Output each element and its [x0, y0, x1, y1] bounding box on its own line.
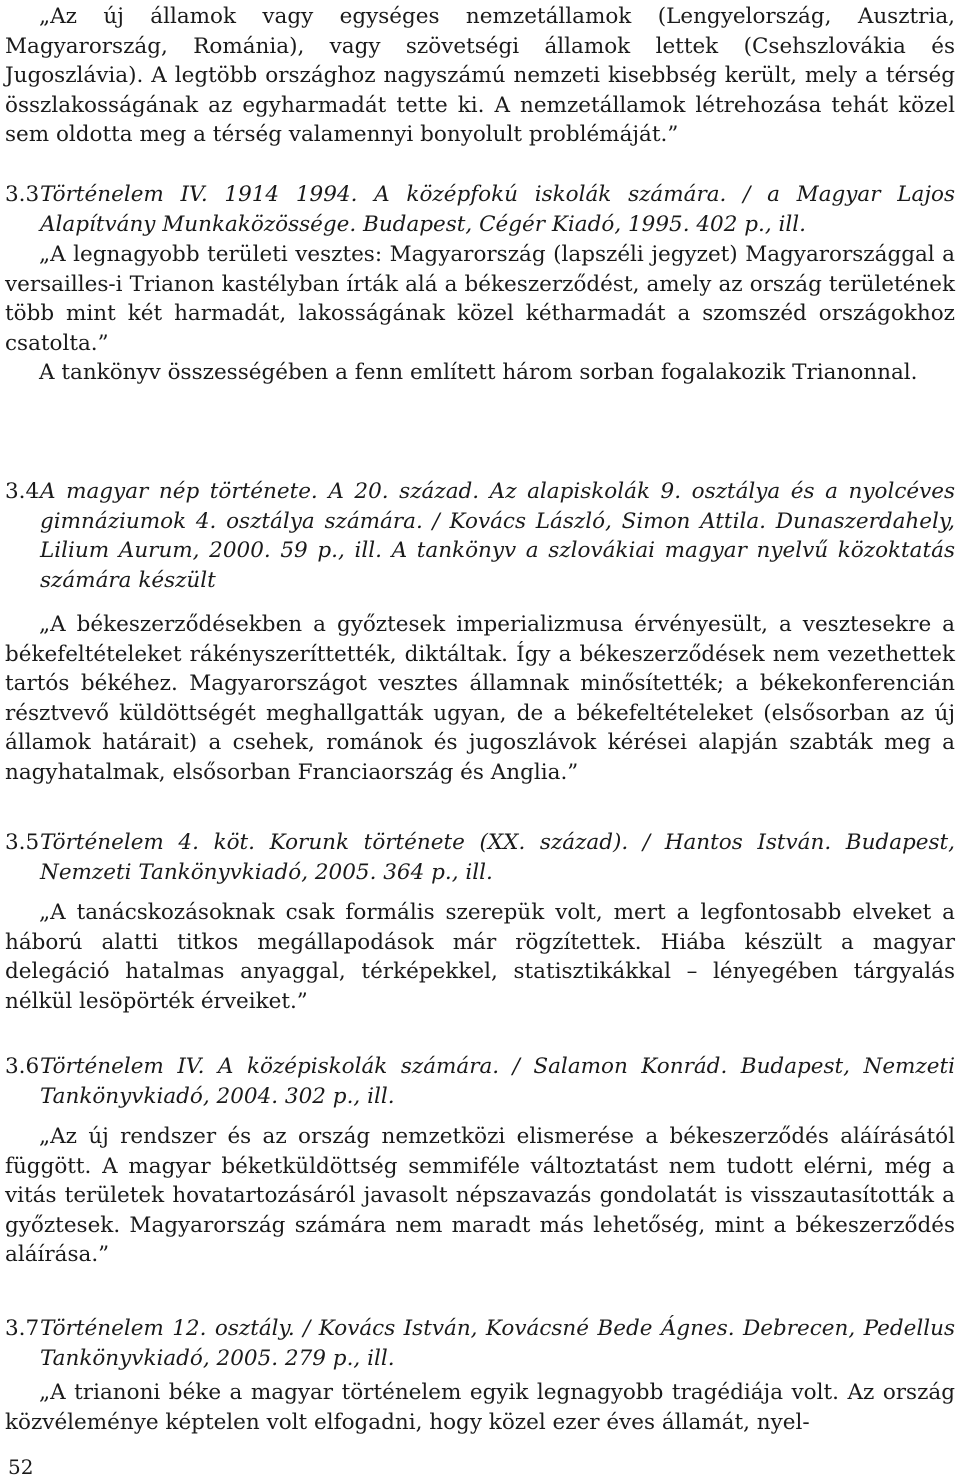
reference-3-3 — [5, 180, 955, 239]
reference-3-4 — [5, 477, 955, 595]
reference-number: 3.6 — [5, 1054, 40, 1079]
reference-citation: A magyar nép története. A 20. század. Az alapiskolák 9. osztálya és a nyolcéves gimnáziumok 4. osztálya számára. / Kovács László, Simon Attila. Dunaszerdahely, Lilium Aurum, 2000. 59 p., ill. A tankönyv a szlovákiai magyar nyelvű közoktatás számára készült — [40, 479, 955, 593]
quote-paragraph-3-2: „Az új államok vagy egységes nemzetállamok (Lengyelország, Ausztria, Magyarország, Románia), vagy szövetségi államok lettek (Csehszlovákia és Jugoszlávia). A legtöbb országhoz nagyszámú nemzeti kisebbség került, mely a térség összlakosságának az egyharmadát tette ki. A nemzetállamok létrehozása tehát közel sem oldotta meg a térség valamennyi bonyolult problémáját.” — [5, 4, 955, 148]
reference-citation: Történelem 12. osztály. / Kovács István, Kovácsné Bede Ágnes. Debrecen, Pedellus Tankönyvkiadó, 2005. 279 p., ill. — [40, 1316, 955, 1371]
reference-citation: Történelem IV. 1914 1994. A középfokú iskolák számára. / a Magyar Lajos Alapítvány Munkaközössége. Budapest, Cégér Kiadó, 1995. 402 p., ill. — [40, 182, 955, 237]
comment-paragraph-3-3: A tankönyv összességében a fenn említett három sorban fogalakozik Trianonnal. — [39, 360, 918, 385]
reference-citation: Történelem 4. köt. Korunk története (XX. század). / Hantos István. Budapest, Nemzeti Tankönyvkiadó, 2005. 364 p., ill. — [40, 830, 955, 885]
quote-paragraph-3-4: „A békeszerződésekben a győztesek imperializmusa érvényesült, a vesztesekre a békefeltételeket rákényszeríttették, diktáltak. Így a békeszerződések nem vezethettek tartós békéhez. Magyarországot vesztes államnak minősítették; a békekonferencián résztvevő küldöttségét meghallgatták ugyan, de a békefeltételeket (elsősorban az új államok határait) a csehek, románok és jugoszlávok kérései alapján szabták meg a nagyhatalmak, elsősorban Franciaország és Anglia.” — [5, 612, 955, 785]
quote-paragraph-3-5: „A tanácskozásoknak csak formális szerepük volt, mert a legfontosabb elveket a háború alatti titkos megállapodások már rögzítettek. Hiába készült a magyar delegáció hatalmas anyaggal, térképekkel, statisztikákkal – lényegében tárgyalás nélkül lesöpörték érveiket.” — [5, 900, 955, 1014]
reference-3-6 — [5, 1052, 955, 1111]
reference-3-7 — [5, 1314, 955, 1373]
quote-paragraph-3-6: „Az új rendszer és az ország nemzetközi elismerése a békeszerződés aláírásától függött. A magyar béketküldöttség semmiféle változtatást nem tudott elérni, még a vitás területek hovatartozásáról javasolt népszavazás gondolatát is visszautasították a győztesek. Magyarország számára nem maradt más lehetőség, mint a békeszerződés aláírása.” — [5, 1124, 955, 1268]
page-number: 52 — [8, 1455, 34, 1479]
reference-number: 3.5 — [5, 830, 40, 855]
reference-citation: Történelem IV. A középiskolák számára. / Salamon Konrád. Budapest, Nemzeti Tankönyvkiadó, 2004. 302 p., ill. — [40, 1054, 955, 1109]
reference-number: 3.4 — [5, 479, 40, 504]
reference-3-5 — [5, 828, 955, 887]
quote-paragraph-3-7: „A trianoni béke a magyar történelem egyik legnagyobb tragédiája volt. Az ország közvéleménye képtelen volt elfogadni, hogy közel ezer éves államát, nyel- — [5, 1380, 955, 1435]
reference-number: 3.7 — [5, 1316, 40, 1341]
quote-paragraph-3-3: „A legnagyobb területi vesztes: Magyarország (lapszéli jegyzet) Magyarországgal a versailles-i Trianon kastélyban írták alá a békeszerződést, amely az ország területének több mint két harmadát, lakosságának közel kétharmadát a szomszéd országokhoz csatolta.” — [5, 242, 955, 356]
reference-number: 3.3 — [5, 182, 40, 207]
